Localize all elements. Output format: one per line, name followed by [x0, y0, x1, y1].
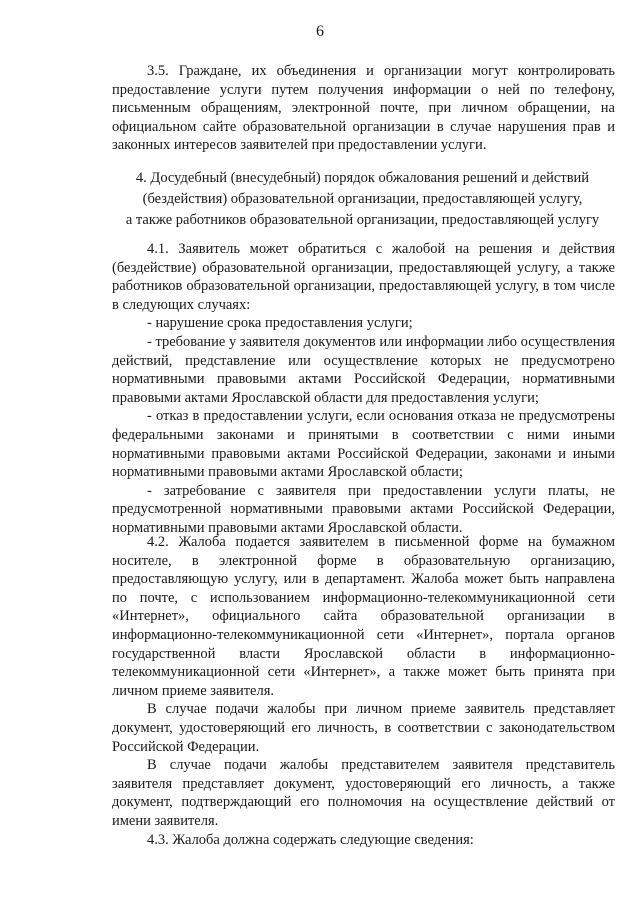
- paragraph-4-3: 4.3. Жалоба должна содержать следующие сведения:: [147, 831, 474, 848]
- paragraph-3-5: 3.5. Граждане, их объединения и организации могут контролировать предоставление услуги путем получения информации о ней по телефону, письменным обращениям, электронной почте, при личном обращении, на официальном сайте образовательной организации в случае нарушения прав и законных интересов заявителей при предоставлении услуги.: [112, 63, 615, 154]
- paragraph-4-1-intro: 4.1. Заявитель может обратиться с жалобой на решения и действия (бездействие) образовательной организации, предоставляющей услугу, а также работников образовательной организации, предоставляющей услугу, в том числе в следующих случаях:: [112, 241, 615, 313]
- paragraph-representative: В случае подачи жалобы представителем заявителя представитель заявителя представляет документ, удостоверяющий его личность, а также документ, подтверждающий его полномочия на осуществление действий от имени заявителя.: [112, 757, 615, 829]
- heading-line-1: 4. Досудебный (внесудебный) порядок обжалования решений и действий: [135, 170, 590, 186]
- heading-line-2: (бездействия) образовательной организации, предоставляющей услугу,: [142, 191, 583, 207]
- list-item: - отказ в предоставлении услуги, если основания отказа не предусмотрены федеральными законами и принятыми в соответствии с ними иными нормативными правовыми актами Российской Федерации, законами и иными нормативными правовыми актами Ярославской области;: [112, 408, 615, 481]
- section-4-1: [112, 240, 615, 538]
- list-item: - затребование с заявителя при предоставлении услуги платы, не предусмотренной нормативными правовыми актами Российской Федерации, нормативными правовыми актами Ярославской области.: [112, 482, 615, 536]
- section-4-heading: [100, 168, 625, 231]
- heading-line-3: а также работников образовательной организации, предоставляющей услугу: [125, 212, 600, 228]
- paragraph-4-2: 4.2. Жалоба подается заявителем в письменной форме на бумажном носителе, в электронной форме в образовательную организацию, предоставляющую услугу, или в департамент. Жалоба может быть направлена по почте, с использованием информационно-телекоммуникационной сети «Интернет», официального сайта образовательной организации в информационно-телекоммуникационной сети «Интернет», портала органов государственной власти Ярославской области в информационно-телекоммуникационной сети «Интернет», а также может быть принята при личном приеме заявителя.: [112, 534, 615, 699]
- list-item: - нарушение срока предоставления услуги;: [147, 315, 413, 332]
- page-number: 6: [316, 23, 324, 40]
- list-item: - требование у заявителя документов или информации либо осуществления действий, представление или осуществление которых не предусмотрено нормативными правовыми актами Российской Федерации, нормативными правовыми актами Ярославской области для предоставления услуги;: [112, 333, 615, 406]
- section-3-5: [112, 62, 615, 155]
- section-4-2: [112, 533, 615, 849]
- paragraph-personal-reception: В случае подачи жалобы при личном приеме заявитель представляет документ, удостоверяющий его личность, в соответствии с законодательством Российской Федерации.: [112, 701, 615, 755]
